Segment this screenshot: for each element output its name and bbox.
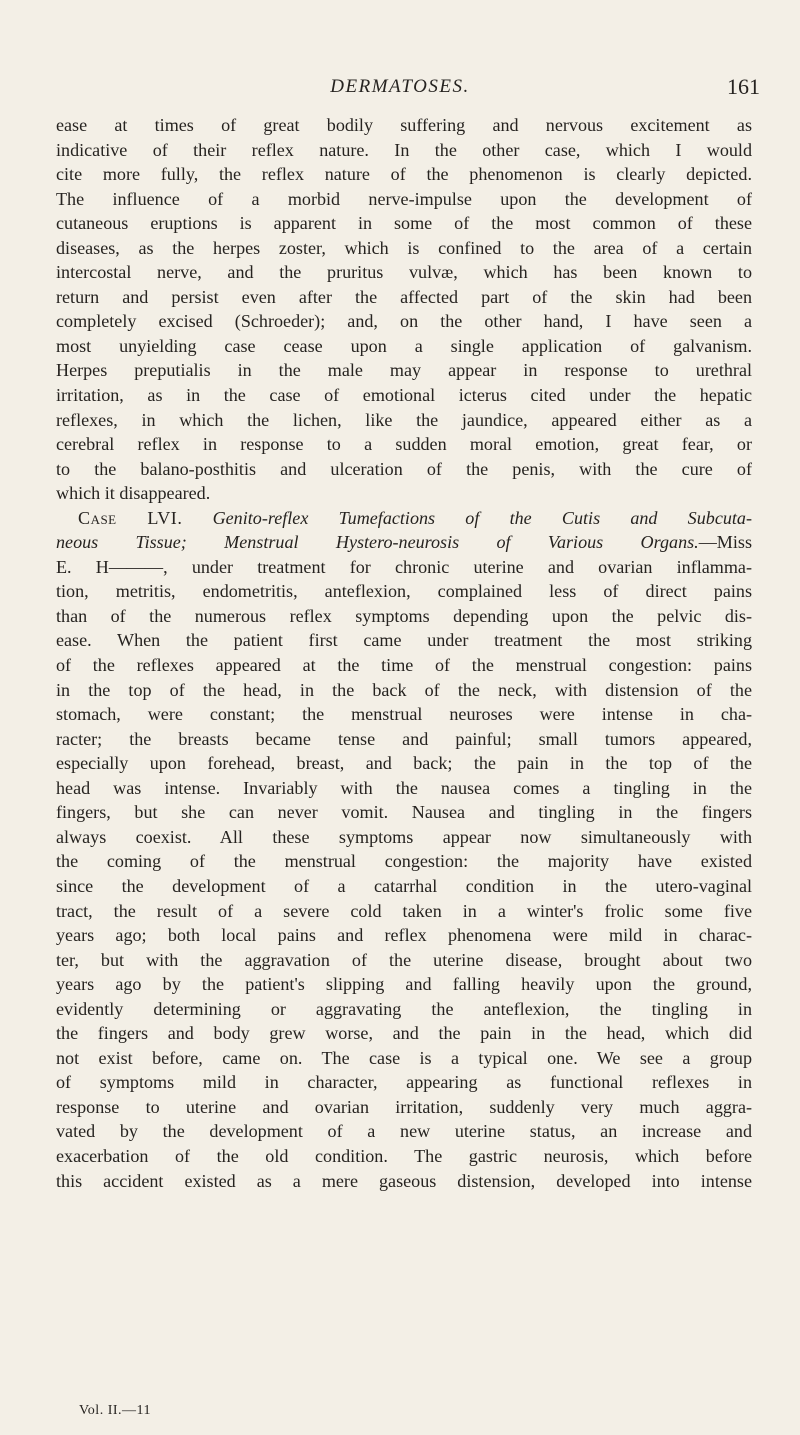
text-line: return and persist even after the affected part of the skin had been	[56, 286, 752, 307]
text-line: ease at times of great bodily suffering and nervous excitement as	[56, 115, 752, 135]
case-label: Case LVI.	[78, 507, 183, 528]
text-line: the coming of the menstrual congestion: the majority have existed	[56, 851, 752, 872]
text-line: E. H———, under treatment for chronic uterine and ovarian inflamma-	[56, 556, 752, 577]
text-line: ter, but with the aggravation of the uterine disease, brought about two	[56, 949, 752, 970]
case-title-part-1: Genito-reflex Tumefactions of the Cutis and Subcuta-	[212, 507, 752, 528]
case-heading-line	[56, 530, 752, 555]
text-line: especially upon forehead, breast, and back; the pain in the top of the	[56, 753, 752, 774]
case-title-tail: —Miss	[698, 532, 752, 553]
body-text	[56, 113, 752, 1193]
page-number: 161	[727, 74, 760, 99]
text-line: reflexes, in which the lichen, like the jaundice, appeared either as a	[56, 409, 752, 430]
text-line: irritation, as in the case of emotional icterus cited under the hepatic	[56, 385, 752, 406]
text-line: years ago by the patient's slipping and falling heavily upon the ground,	[56, 974, 752, 995]
text-line: not exist before, came on. The case is a typical one. We see a group	[56, 1047, 752, 1068]
text-line: Herpes preputialis in the male may appear in response to urethral	[56, 360, 752, 381]
text-line: fingers, but she can never vomit. Nausea and tingling in the fingers	[56, 802, 752, 823]
signature-mark: Vol. II.—11	[79, 1403, 151, 1418]
text-line: The influence of a morbid nerve-impulse upon the development of	[56, 188, 752, 209]
case-title-part-2: neous Tissue; Menstrual Hystero-neurosis of Various Organs.	[56, 532, 699, 553]
text-line: vated by the development of a new uterine status, an increase and	[56, 1121, 752, 1142]
text-line: in the top of the head, in the back of the neck, with distension of the	[56, 679, 752, 700]
text-line: evidently determining or aggravating the anteflexion, the tingling in	[56, 998, 752, 1019]
text-line: of symptoms mild in character, appearing as functional reflexes in	[56, 1072, 752, 1093]
text-line: years ago; both local pains and reflex phenomena were mild in charac-	[56, 925, 752, 946]
text-line: completely excised (Schroeder); and, on the other hand, I have seen a	[56, 311, 752, 332]
text-line: exacerbation of the old condition. The gastric neurosis, which before	[56, 1145, 752, 1166]
text-line: response to uterine and ovarian irritation, suddenly very much aggra-	[56, 1096, 752, 1117]
text-line: ease. When the patient first came under treatment the most striking	[56, 630, 752, 651]
text-line: since the development of a catarrhal condition in the utero-vaginal	[56, 875, 752, 896]
text-line: diseases, as the herpes zoster, which is confined to the area of a certain	[56, 237, 752, 258]
running-head: DERMATOSES.	[330, 76, 470, 97]
case-heading-line	[56, 506, 752, 531]
text-line: than of the numerous reflex symptoms depending upon the pelvic dis-	[56, 605, 752, 626]
text-line: tract, the result of a severe cold taken in a winter's frolic some five	[56, 900, 752, 921]
text-line: the fingers and body grew worse, and the pain in the head, which did	[56, 1023, 752, 1044]
text-line: stomach, were constant; the menstrual neuroses were intense in cha-	[56, 704, 752, 725]
text-line: intercostal nerve, and the pruritus vulvæ, which has been known to	[56, 262, 752, 283]
text-line: this accident existed as a mere gaseous distension, developed into intense	[56, 1170, 752, 1191]
text-line: tion, metritis, endometritis, anteflexion, complained less of direct pains	[56, 581, 752, 602]
text-line: cite more fully, the reflex nature of the phenomenon is clearly depicted.	[56, 164, 752, 185]
text-line: always coexist. All these symptoms appear now simultaneously with	[56, 826, 752, 847]
text-line: which it disappeared.	[56, 483, 211, 504]
text-line: racter; the breasts became tense and painful; small tumors appeared,	[56, 728, 752, 749]
text-line: head was intense. Invariably with the nausea comes a tingling in the	[56, 777, 752, 798]
text-line: of the reflexes appeared at the time of the menstrual congestion: pains	[56, 655, 752, 676]
text-line: indicative of their reflex nature. In the other case, which I would	[56, 139, 752, 160]
text-line: cerebral reflex in response to a sudden moral emotion, great fear, or	[56, 434, 752, 455]
text-line: cutaneous eruptions is apparent in some of the most common of these	[56, 213, 752, 234]
text-line: most unyielding case cease upon a single application of galvanism.	[56, 335, 752, 356]
text-line: to the balano-posthitis and ulceration of the penis, with the cure of	[56, 458, 752, 479]
